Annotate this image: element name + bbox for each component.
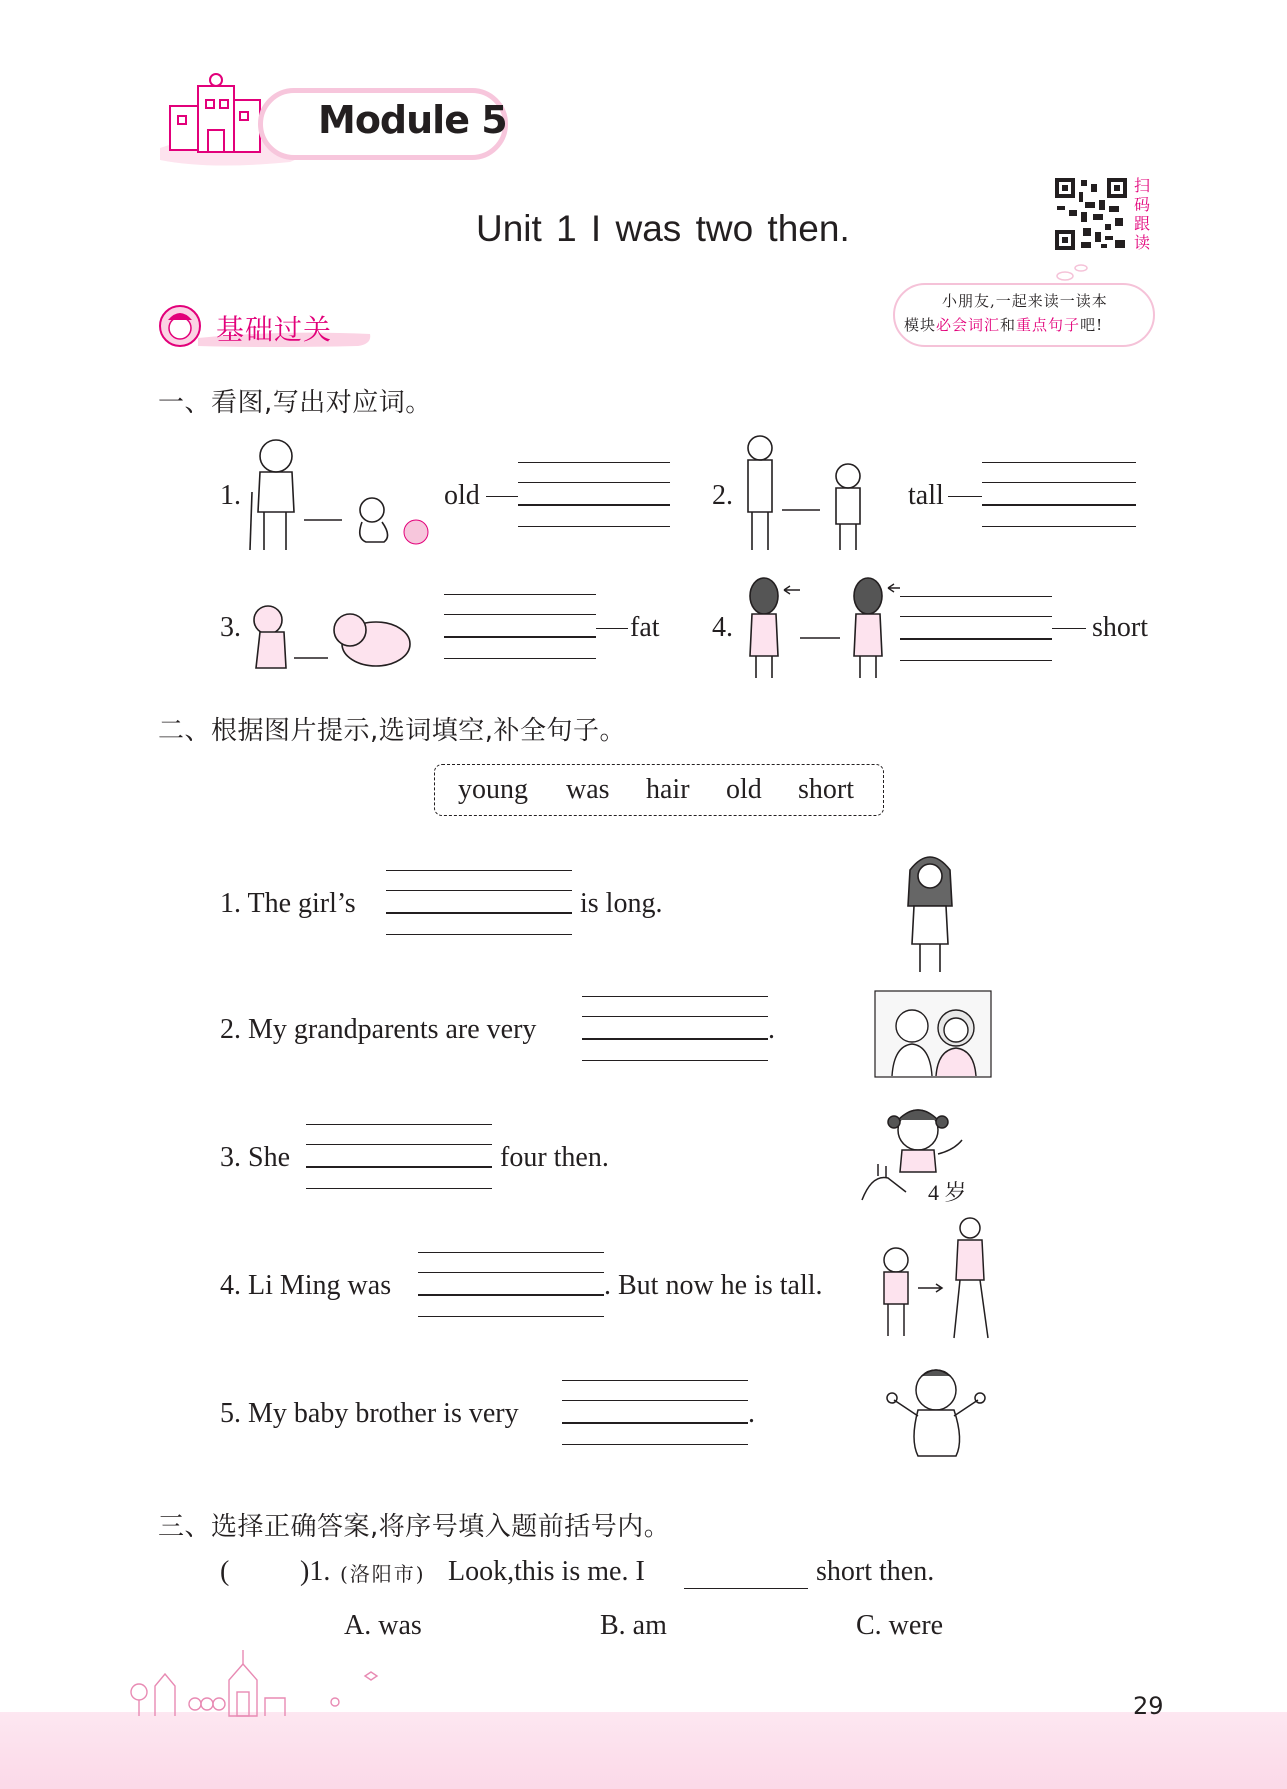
part2-item1-text-after: is long. bbox=[580, 888, 663, 919]
old-man-and-baby-icon bbox=[246, 432, 436, 552]
cloud-bubble-icon bbox=[1055, 258, 1095, 282]
part1-item2-number: 2. bbox=[712, 480, 733, 511]
answer-bracket-space[interactable] bbox=[238, 1556, 298, 1588]
answer-bracket-open: ( bbox=[220, 1556, 230, 1587]
short-and-long-hair-girl-icon bbox=[740, 574, 900, 682]
part2-heading: 二、根据图片提示,选词填空,补全句子。 bbox=[158, 716, 627, 746]
word-bank-item: was bbox=[566, 774, 610, 805]
word-bank-item: old bbox=[726, 774, 762, 805]
part2-item2-text-after: . bbox=[768, 1014, 775, 1045]
tall-and-short-boy-icon bbox=[738, 432, 878, 556]
part3-heading: 三、选择正确答案,将序号填入题前括号内。 bbox=[158, 1512, 671, 1542]
option-c[interactable]: C. were bbox=[856, 1610, 944, 1641]
town-decoration-icon bbox=[125, 1646, 405, 1718]
part2-item3-text-before: 3. She bbox=[220, 1142, 290, 1173]
part1-item2-answer[interactable] bbox=[982, 462, 1136, 526]
footer-band bbox=[0, 1712, 1287, 1789]
part1-item1-word: old bbox=[444, 480, 480, 511]
word-bank-item: young bbox=[458, 774, 528, 805]
part1-item3-word: fat bbox=[630, 612, 660, 643]
unit-title: Unit 1 I was two then. bbox=[476, 208, 850, 249]
part2-item2-answer[interactable] bbox=[582, 996, 768, 1060]
part2-item1-text-before: 1. The girl’s bbox=[220, 888, 356, 919]
option-a[interactable]: A. was bbox=[344, 1610, 422, 1641]
part2-item5-text-after: . bbox=[748, 1398, 755, 1429]
part1-item1-answer[interactable] bbox=[518, 462, 670, 526]
question-text-after: short then. bbox=[816, 1556, 935, 1587]
section-label: 基础过关 bbox=[216, 313, 333, 346]
part2-item5-text-before: 5. My baby brother is very bbox=[220, 1398, 519, 1429]
part2-item3-answer[interactable] bbox=[306, 1124, 492, 1188]
part1-item4-answer[interactable] bbox=[900, 596, 1052, 660]
boy-growing-icon bbox=[876, 1216, 1000, 1342]
question-blank[interactable] bbox=[684, 1588, 808, 1589]
part1-item4-word: short bbox=[1092, 612, 1148, 643]
qr-code-icon[interactable] bbox=[1055, 178, 1127, 250]
part2-item4-answer[interactable] bbox=[418, 1252, 604, 1316]
baby-icon bbox=[884, 1360, 988, 1464]
word-bank-item: short bbox=[798, 774, 854, 805]
option-b[interactable]: B. am bbox=[600, 1610, 667, 1641]
long-hair-girl-icon bbox=[900, 850, 960, 976]
question-text-before: Look,this is me. I bbox=[448, 1556, 645, 1587]
part1-item3-answer[interactable] bbox=[444, 594, 596, 658]
part2-item1-answer[interactable] bbox=[386, 870, 572, 934]
scan-to-read-label: 扫码跟读 bbox=[1134, 176, 1151, 252]
module-title: Module 5 bbox=[318, 98, 507, 142]
part2-item2-text-before: 2. My grandparents are very bbox=[220, 1014, 537, 1045]
part1-heading: 一、看图,写出对应词。 bbox=[158, 388, 432, 418]
question-source: (洛阳市) bbox=[340, 1562, 426, 1586]
tip-text-line1: 小朋友,一起来读一读本 bbox=[942, 292, 1108, 310]
part2-item4-text-after: . But now he is tall. bbox=[604, 1270, 823, 1301]
part1-item4-number: 4. bbox=[712, 612, 733, 643]
grandparents-icon bbox=[874, 990, 992, 1078]
girl-birthday-icon bbox=[858, 1100, 986, 1204]
thin-and-fat-cat-icon bbox=[246, 590, 428, 676]
part2-item3-text-after: four then. bbox=[500, 1142, 609, 1173]
part1-item1-number: 1. bbox=[220, 480, 241, 511]
part1-item3-number: 3. bbox=[220, 612, 241, 643]
age-caption: 4 岁 bbox=[928, 1180, 967, 1205]
tip-text-line2: 模块必会词汇和重点句子吧! bbox=[904, 316, 1104, 334]
part2-item5-answer[interactable] bbox=[562, 1380, 748, 1444]
part1-item2-word: tall bbox=[908, 480, 944, 511]
word-bank-item: hair bbox=[646, 774, 690, 805]
question-number: )1. bbox=[300, 1556, 331, 1587]
part2-item4-text-before: 4. Li Ming was bbox=[220, 1270, 392, 1301]
page-number: 29 bbox=[1133, 1692, 1164, 1720]
